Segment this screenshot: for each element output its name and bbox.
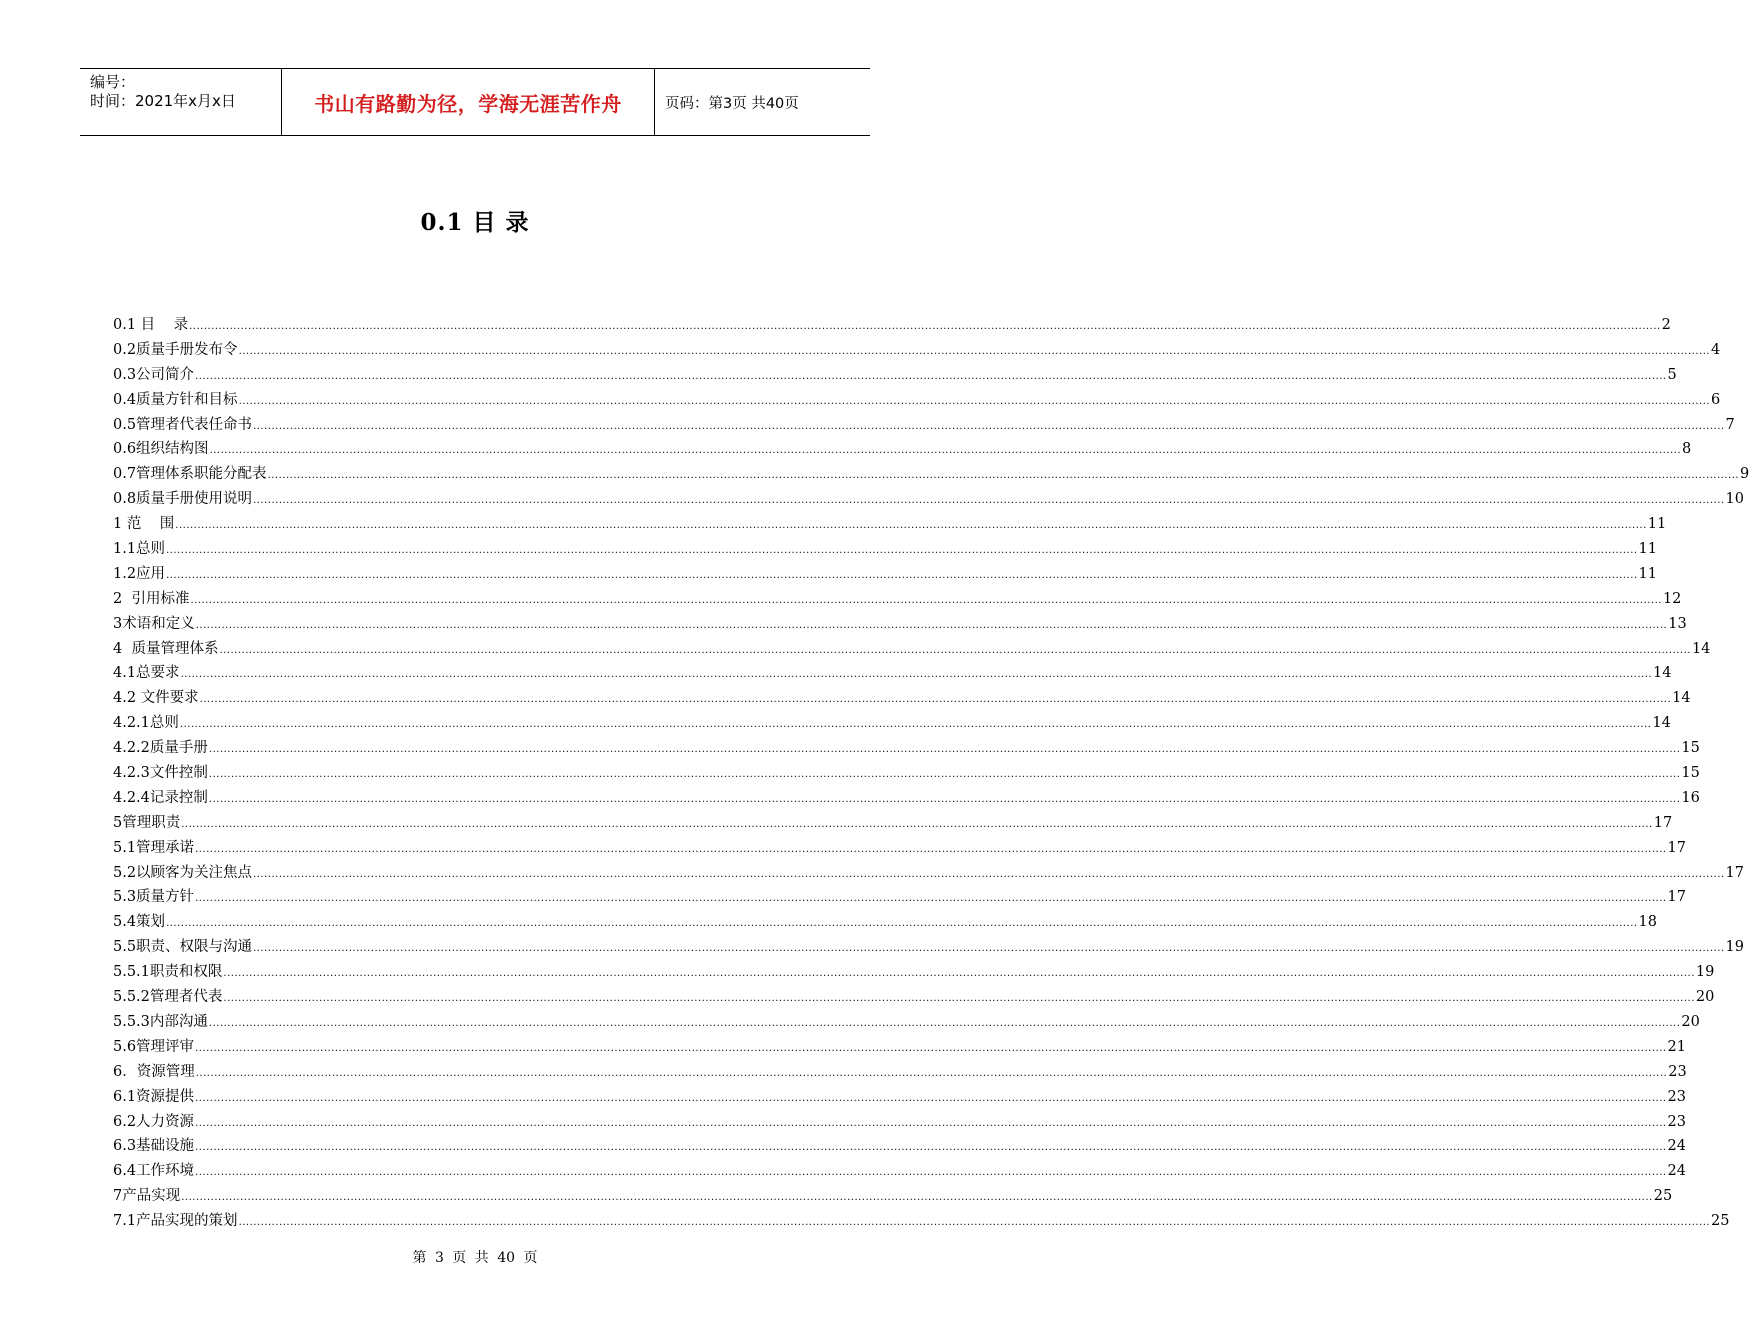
toc-entry-page: 24 <box>1667 1163 1686 1180</box>
toc-entry-page: 2 <box>1661 317 1671 333</box>
toc-dot-leader: ................................................................................................................................................................................................................................................................................................................................................................................................................ <box>253 420 1725 432</box>
toc-entry-page: 7 <box>1725 416 1735 433</box>
toc-entry[interactable] <box>113 686 1691 711</box>
toc-entry-label: 6．资源管理 <box>113 1063 195 1080</box>
toc-dot-leader: ................................................................................................................................................................................................................................................................................................................................................................................................................ <box>195 893 1667 905</box>
toc-entry-page: 11 <box>1638 541 1657 558</box>
toc-entry-label: 0.8质量手册使用说明 <box>113 491 253 508</box>
toc-entry-label: 6.4工作环境 <box>113 1163 195 1180</box>
toc-entry[interactable] <box>113 612 1687 637</box>
toc-entry-page: 19 <box>1725 939 1744 956</box>
toc-entry-page: 11 <box>1647 516 1667 533</box>
toc-entry-label: 5.4策划 <box>113 914 166 931</box>
toc-entry-page: 15 <box>1681 765 1700 782</box>
toc-entry-label: 6.3基础设施 <box>113 1138 195 1155</box>
toc-entry[interactable] <box>113 363 1677 388</box>
toc-entry-label: 2 引用标准 <box>113 590 190 607</box>
toc-entry-label: 0.6组织结构图 <box>113 441 209 458</box>
toc-entry[interactable] <box>113 1209 1730 1234</box>
toc-dot-leader: ................................................................................................................................................................................................................................................................................................................................................................................................................ <box>175 520 1647 532</box>
toc-entry-page: 17 <box>1667 889 1686 906</box>
toc-entry[interactable] <box>113 711 1671 736</box>
toc-entry[interactable] <box>113 1085 1686 1110</box>
toc-entry[interactable] <box>113 1184 1673 1209</box>
toc-entry[interactable] <box>113 587 1682 612</box>
toc-dot-leader: ................................................................................................................................................................................................................................................................................................................................................................................................................ <box>179 719 1652 731</box>
toc-dot-leader: ................................................................................................................................................................................................................................................................................................................................................................................................................ <box>208 744 1681 756</box>
toc-entry-label: 5.5.2管理者代表 <box>113 989 223 1006</box>
toc-entry-label: 5.2以顾客为关注焦点 <box>113 864 253 881</box>
toc-entry-label: 5.1管理承诺 <box>113 839 195 856</box>
toc-dot-leader: ................................................................................................................................................................................................................................................................................................................................................................................................................ <box>223 968 1695 980</box>
toc-entry-page: 14 <box>1652 715 1671 732</box>
toc-entry-label: 1.2应用 <box>113 565 166 582</box>
toc-entry-label: 4.2.3文件控制 <box>113 765 208 782</box>
toc-entry-page: 25 <box>1653 1188 1673 1205</box>
toc-dot-leader: ................................................................................................................................................................................................................................................................................................................................................................................................................ <box>267 470 1740 482</box>
toc-entry-label: 3术语和定义 <box>113 615 195 632</box>
toc-dot-leader: ................................................................................................................................................................................................................................................................................................................................................................................................................ <box>253 943 1725 955</box>
toc-entry[interactable] <box>113 487 1744 512</box>
toc-entry[interactable] <box>113 562 1657 587</box>
toc-entry-page: 15 <box>1681 740 1700 757</box>
header-motto: 书山有路勤为径，学海无涯苦作舟 <box>282 69 655 135</box>
toc-entry[interactable] <box>113 985 1715 1010</box>
toc-dot-leader: ................................................................................................................................................................................................................................................................................................................................................................................................................ <box>195 1167 1667 1179</box>
toc-entry-page: 17 <box>1653 814 1673 831</box>
toc-entry[interactable] <box>113 512 1667 537</box>
toc-dot-leader: ................................................................................................................................................................................................................................................................................................................................................................................................................ <box>208 769 1681 781</box>
toc-dot-leader: ................................................................................................................................................................................................................................................................................................................................................................................................................ <box>195 1117 1667 1129</box>
toc-entry-page: 8 <box>1682 441 1692 458</box>
toc-entry-page: 17 <box>1725 864 1744 881</box>
toc-dot-leader: ................................................................................................................................................................................................................................................................................................................................................................................................................ <box>195 1067 1668 1079</box>
toc-entry[interactable] <box>113 462 1749 487</box>
toc-dot-leader: ................................................................................................................................................................................................................................................................................................................................................................................................................ <box>209 445 1682 457</box>
toc-entry-page: 6 <box>1711 391 1721 408</box>
toc-entry[interactable] <box>113 836 1686 861</box>
toc-entry-page: 14 <box>1672 690 1691 707</box>
toc-dot-leader: ................................................................................................................................................................................................................................................................................................................................................................................................................ <box>181 818 1653 830</box>
toc-entry-page: 21 <box>1667 1038 1686 1055</box>
toc-entry-label: 5.5.3内部沟通 <box>113 1013 208 1030</box>
document-date-label: 时间：2021年x月x日 <box>90 92 236 110</box>
toc-entry-label: 4 质量管理体系 <box>113 640 219 657</box>
toc-entry[interactable] <box>113 1159 1686 1184</box>
header-page-info: 页码：第3页 共40页 <box>665 95 799 112</box>
toc-entry-label: 7.1产品实现的策划 <box>113 1213 238 1230</box>
toc-entry-label: 4.2.4记录控制 <box>113 789 208 806</box>
toc-entry[interactable] <box>113 811 1673 836</box>
toc-entry-label: 5.3质量方针 <box>113 889 195 906</box>
toc-entry-label: 0.5管理者代表任命书 <box>113 416 253 433</box>
toc-dot-leader: ................................................................................................................................................................................................................................................................................................................................................................................................................ <box>238 345 1711 357</box>
toc-entry-page: 24 <box>1667 1138 1686 1155</box>
toc-entry-label: 0.7管理体系职能分配表 <box>113 466 267 483</box>
page-header <box>80 68 870 136</box>
toc-entry[interactable] <box>113 661 1672 686</box>
toc-dot-leader: ................................................................................................................................................................................................................................................................................................................................................................................................................ <box>195 1142 1667 1154</box>
toc-dot-leader: ................................................................................................................................................................................................................................................................................................................................................................................................................ <box>208 1017 1681 1029</box>
toc-entry-page: 14 <box>1691 640 1711 657</box>
toc-entry[interactable] <box>113 437 1692 462</box>
toc-entry-label: 1 范 围 <box>113 516 175 533</box>
toc-entry-label: 4.2.1总则 <box>113 715 179 732</box>
toc-entry-label: 6.2人力资源 <box>113 1113 195 1130</box>
toc-dot-leader: ................................................................................................................................................................................................................................................................................................................................................................................................................ <box>195 1092 1667 1104</box>
toc-dot-leader: ................................................................................................................................................................................................................................................................................................................................................................................................................ <box>195 843 1667 855</box>
toc-entry-page: 9 <box>1740 466 1749 483</box>
toc-entry-page: 11 <box>1638 565 1657 582</box>
toc-entry-page: 23 <box>1667 1088 1686 1105</box>
toc-entry-label: 4.2 文件要求 <box>113 690 199 707</box>
toc-dot-leader: ................................................................................................................................................................................................................................................................................................................................................................................................................ <box>180 669 1653 681</box>
toc-dot-leader: ................................................................................................................................................................................................................................................................................................................................................................................................................ <box>199 694 1672 706</box>
toc-entry-label: 0.3公司简介 <box>113 366 195 383</box>
toc-entry-label: 1.1总则 <box>113 541 166 558</box>
toc-entry[interactable] <box>113 761 1700 786</box>
toc-entry-page: 25 <box>1711 1213 1730 1230</box>
toc-entry-page: 4 <box>1711 341 1721 358</box>
toc-dot-leader: ................................................................................................................................................................................................................................................................................................................................................................................................................ <box>181 1192 1653 1204</box>
toc-entry-label: 4.2.2质量手册 <box>113 740 208 757</box>
header-left-cell <box>80 69 282 135</box>
toc-entry[interactable] <box>113 313 1671 338</box>
toc-entry-page: 13 <box>1668 615 1687 632</box>
toc-dot-leader: ................................................................................................................................................................................................................................................................................................................................................................................................................ <box>195 370 1667 382</box>
toc-entry-page: 23 <box>1667 1113 1686 1130</box>
toc-entry[interactable] <box>113 786 1700 811</box>
toc-entry-label: 5.6管理评审 <box>113 1038 195 1055</box>
toc-entry-label: 7产品实现 <box>113 1188 181 1205</box>
toc-dot-leader: ................................................................................................................................................................................................................................................................................................................................................................................................................ <box>238 1217 1711 1229</box>
toc-entry-label: 0.2质量手册发布令 <box>113 341 238 358</box>
toc-entry[interactable] <box>113 1134 1686 1159</box>
toc-dot-leader: ................................................................................................................................................................................................................................................................................................................................................................................................................ <box>195 1042 1667 1054</box>
toc-entry[interactable] <box>113 1010 1700 1035</box>
toc-entry-label: 0.4质量方针和目标 <box>113 391 238 408</box>
toc-entry[interactable] <box>113 1060 1687 1085</box>
toc-entry[interactable] <box>113 736 1700 761</box>
toc-entry[interactable] <box>113 960 1715 985</box>
toc-entry-page: 18 <box>1638 914 1657 931</box>
toc-dot-leader: ................................................................................................................................................................................................................................................................................................................................................................................................................ <box>190 594 1662 606</box>
document-number-label: 编号： <box>90 73 136 91</box>
toc-entry[interactable] <box>113 910 1657 935</box>
toc-dot-leader: ................................................................................................................................................................................................................................................................................................................................................................................................................ <box>253 868 1725 880</box>
toc-entry[interactable] <box>113 885 1686 910</box>
table-of-contents <box>113 313 1749 1234</box>
toc-dot-leader: ................................................................................................................................................................................................................................................................................................................................................................................................................ <box>208 793 1681 805</box>
toc-entry[interactable] <box>113 1110 1686 1135</box>
toc-entry[interactable] <box>113 537 1657 562</box>
toc-entry-page: 12 <box>1662 590 1682 607</box>
toc-entry-page: 5 <box>1667 366 1677 383</box>
toc-entry-label: 4.1总要求 <box>113 665 180 682</box>
toc-entry-page: 17 <box>1667 839 1686 856</box>
toc-entry-label: 0.1 目 录 <box>113 317 189 333</box>
toc-entry-page: 16 <box>1681 789 1700 806</box>
toc-entry-page: 19 <box>1695 964 1715 981</box>
toc-dot-leader: ................................................................................................................................................................................................................................................................................................................................................................................................................ <box>219 644 1691 656</box>
toc-entry-page: 20 <box>1695 989 1715 1006</box>
toc-dot-leader: ................................................................................................................................................................................................................................................................................................................................................................................................................ <box>189 321 1661 332</box>
toc-entry-label: 5管理职责 <box>113 814 181 831</box>
toc-dot-leader: ................................................................................................................................................................................................................................................................................................................................................................................................................ <box>166 545 1638 557</box>
toc-entry[interactable] <box>113 413 1735 438</box>
toc-dot-leader: ................................................................................................................................................................................................................................................................................................................................................................................................................ <box>238 395 1711 407</box>
toc-entry-label: 5.5职责、权限与沟通 <box>113 939 253 956</box>
toc-entry-page: 14 <box>1653 665 1672 682</box>
toc-entry[interactable] <box>113 1035 1686 1060</box>
toc-entry[interactable] <box>113 935 1744 960</box>
page-title: 0.1 目 录 <box>420 209 530 236</box>
toc-dot-leader: ................................................................................................................................................................................................................................................................................................................................................................................................................ <box>166 569 1638 581</box>
toc-dot-leader: ................................................................................................................................................................................................................................................................................................................................................................................................................ <box>253 495 1725 507</box>
toc-entry-page: 20 <box>1681 1013 1700 1030</box>
page-footer: 第 3 页 共 40 页 <box>412 1250 538 1266</box>
toc-entry-label: 6.1资源提供 <box>113 1088 195 1105</box>
toc-dot-leader: ................................................................................................................................................................................................................................................................................................................................................................................................................ <box>195 619 1668 631</box>
toc-entry[interactable] <box>113 388 1721 413</box>
toc-dot-leader: ................................................................................................................................................................................................................................................................................................................................................................................................................ <box>223 993 1695 1005</box>
toc-entry-page: 23 <box>1668 1063 1687 1080</box>
toc-entry-label: 5.5.1职责和权限 <box>113 964 223 981</box>
toc-dot-leader: ................................................................................................................................................................................................................................................................................................................................................................................................................ <box>166 918 1638 930</box>
toc-entry[interactable] <box>113 637 1711 662</box>
toc-entry[interactable] <box>113 338 1721 363</box>
toc-entry[interactable] <box>113 861 1744 886</box>
toc-entry-page: 10 <box>1725 491 1744 508</box>
